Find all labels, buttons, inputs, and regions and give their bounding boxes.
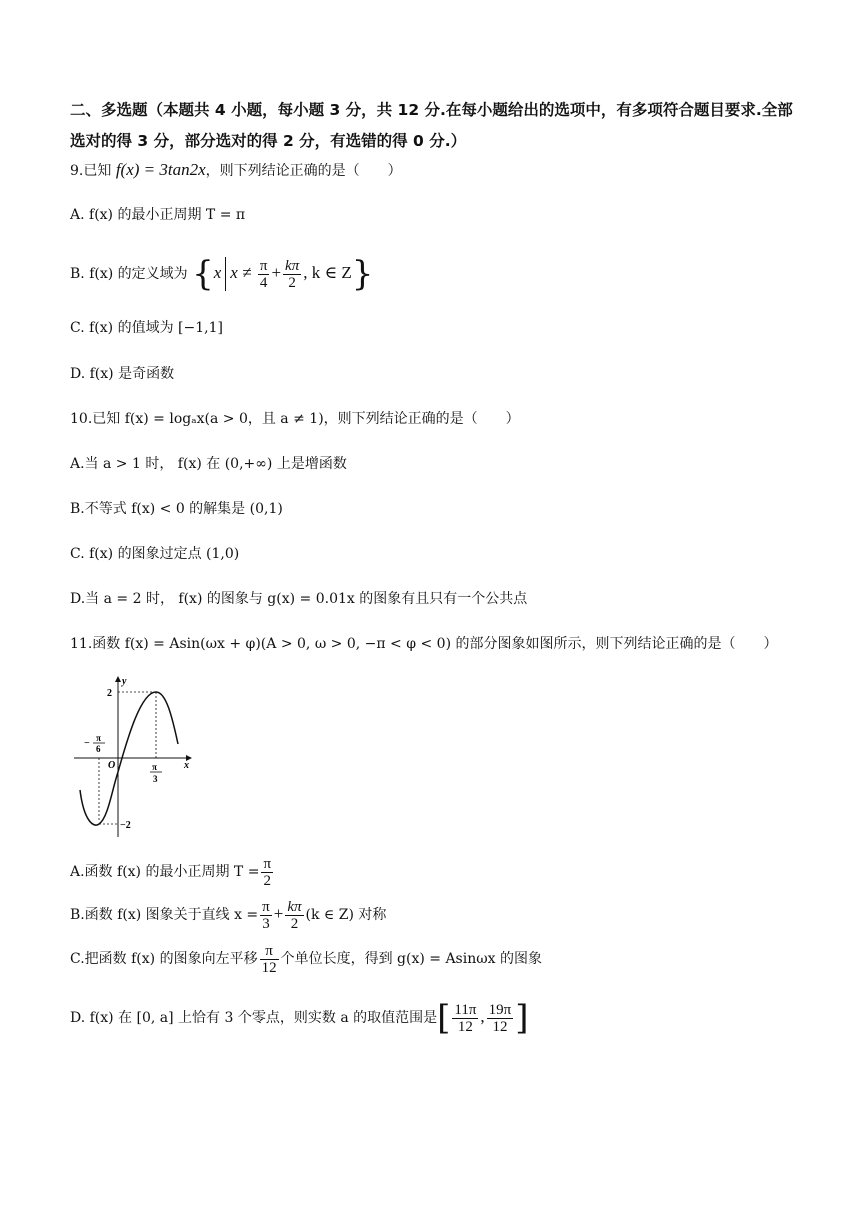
q10-option-b: B.不等式 f(x) < 0 的解集是 (0,1) — [70, 501, 283, 517]
q9-b-tail: , k ∈ Z — [303, 263, 352, 282]
y-axis-label: y — [122, 676, 127, 687]
q9-option-a: A. f(x) 的最小正周期 T = π — [70, 207, 246, 223]
q9-b-set-var: x — [213, 263, 222, 282]
y-max-label: 2 — [107, 688, 112, 699]
q9-b-frac2: $\frac{k\pi}{2}$ — [285, 257, 300, 291]
neg-pi-6-num: π — [96, 733, 101, 743]
q9-option-b: B. f(x) 的定义域为 {x x ≠ $\frac{\pi}{4}$ + $\frac{k\pi}{2}$ , k ∈ Z} — [70, 254, 374, 294]
q11-stem: 11.函数 f(x) = Asin(ωx + φ)(A > 0, ω > 0, −π < φ < 0) 的部分图象如图所示，则下列结论正确的是（ ） — [70, 636, 778, 652]
q10-stem: 10.已知 f(x) = logₐx(a > 0，且 a ≠ 1)，则下列结论正确的是（ ） — [70, 411, 520, 427]
neg-pi-6-den: 6 — [96, 744, 101, 754]
q10-option-c: C. f(x) 的图象过定点 (1,0) — [70, 546, 240, 562]
q11-d-frac2: $\frac{19\pi}{12}$ — [488, 1001, 512, 1035]
pi-3-num: π — [152, 762, 157, 772]
q9-b-frac1: $\frac{\pi}{4}$ — [259, 257, 268, 291]
x-axis-label: x — [184, 760, 189, 771]
q11-c-frac: $\frac{\pi}{12}$ — [261, 942, 277, 976]
origin-label: O — [108, 760, 116, 771]
q9-option-c: C. f(x) 的值域为 [−1,1] — [70, 320, 223, 336]
pi-3-den: 3 — [153, 774, 158, 784]
q9-stem-suffix: ，则下列结论正确的是（ ） — [205, 163, 402, 179]
q10-option-a: A.当 a > 1 时， f(x) 在 (0,+∞) 上是增函数 — [70, 456, 347, 472]
q9-option-d: D. f(x) 是奇函数 — [70, 366, 175, 382]
q11-b-frac2: $\frac{k\pi}{2}$ — [287, 898, 302, 932]
q9-stem-prefix: 9.已知 — [70, 163, 116, 179]
sine-curve — [80, 692, 178, 825]
q11-option-d: D. f(x) 在 [0, a] 上恰有 3 个零点，则实数 a 的取值范围是[ $\frac{11\pi}{12}$ , $\frac{19\pi}{12}$ ] — [70, 998, 529, 1038]
q11-b-frac1: $\frac{\pi}{3}$ — [262, 898, 270, 932]
q11-option-a: A.函数 f(x) 的最小正周期 T = $\frac{\pi}{2}$ — [70, 855, 272, 889]
q9-stem — [70, 160, 402, 181]
q11-graph — [70, 672, 200, 842]
q10-option-d: D.当 a = 2 时， f(x) 的图象与 g(x) = 0.01x 的图象有且只有一个公共点 — [70, 591, 528, 607]
y-min-label: −2 — [120, 820, 131, 831]
neg-sign: − — [84, 738, 90, 749]
q9-b-prefix: B. f(x) 的定义域为 — [70, 266, 193, 282]
q11-a-frac: $\frac{\pi}{2}$ — [263, 855, 272, 889]
q11-option-b: B.函数 f(x) 图象关于直线 x = $\frac{\pi}{3}$ + $\frac{k\pi}{2}$ (k ∈ Z) 对称 — [70, 898, 387, 932]
q9-stem-math: f(x) = 3tan2x — [115, 160, 206, 179]
q9-b-cond: x ≠ — [230, 263, 252, 282]
q11-d-frac1: $\frac{11\pi}{12}$ — [454, 1001, 477, 1035]
section-header: 二、多选题（本题共 4 小题，每小题 3 分，共 12 分.在每小题给出的选项中，有多项符合题目要求.全部选对的得 3 分，部分选对的得 2 分，有选错的得 0 分.） — [70, 101, 793, 150]
q11-option-c: C.把函数 f(x) 的图象向左平移 $\frac{\pi}{12}$ 个单位长度，得到 g(x) = Asinωx 的图象 — [70, 942, 542, 976]
y-axis-arrow — [115, 676, 121, 682]
